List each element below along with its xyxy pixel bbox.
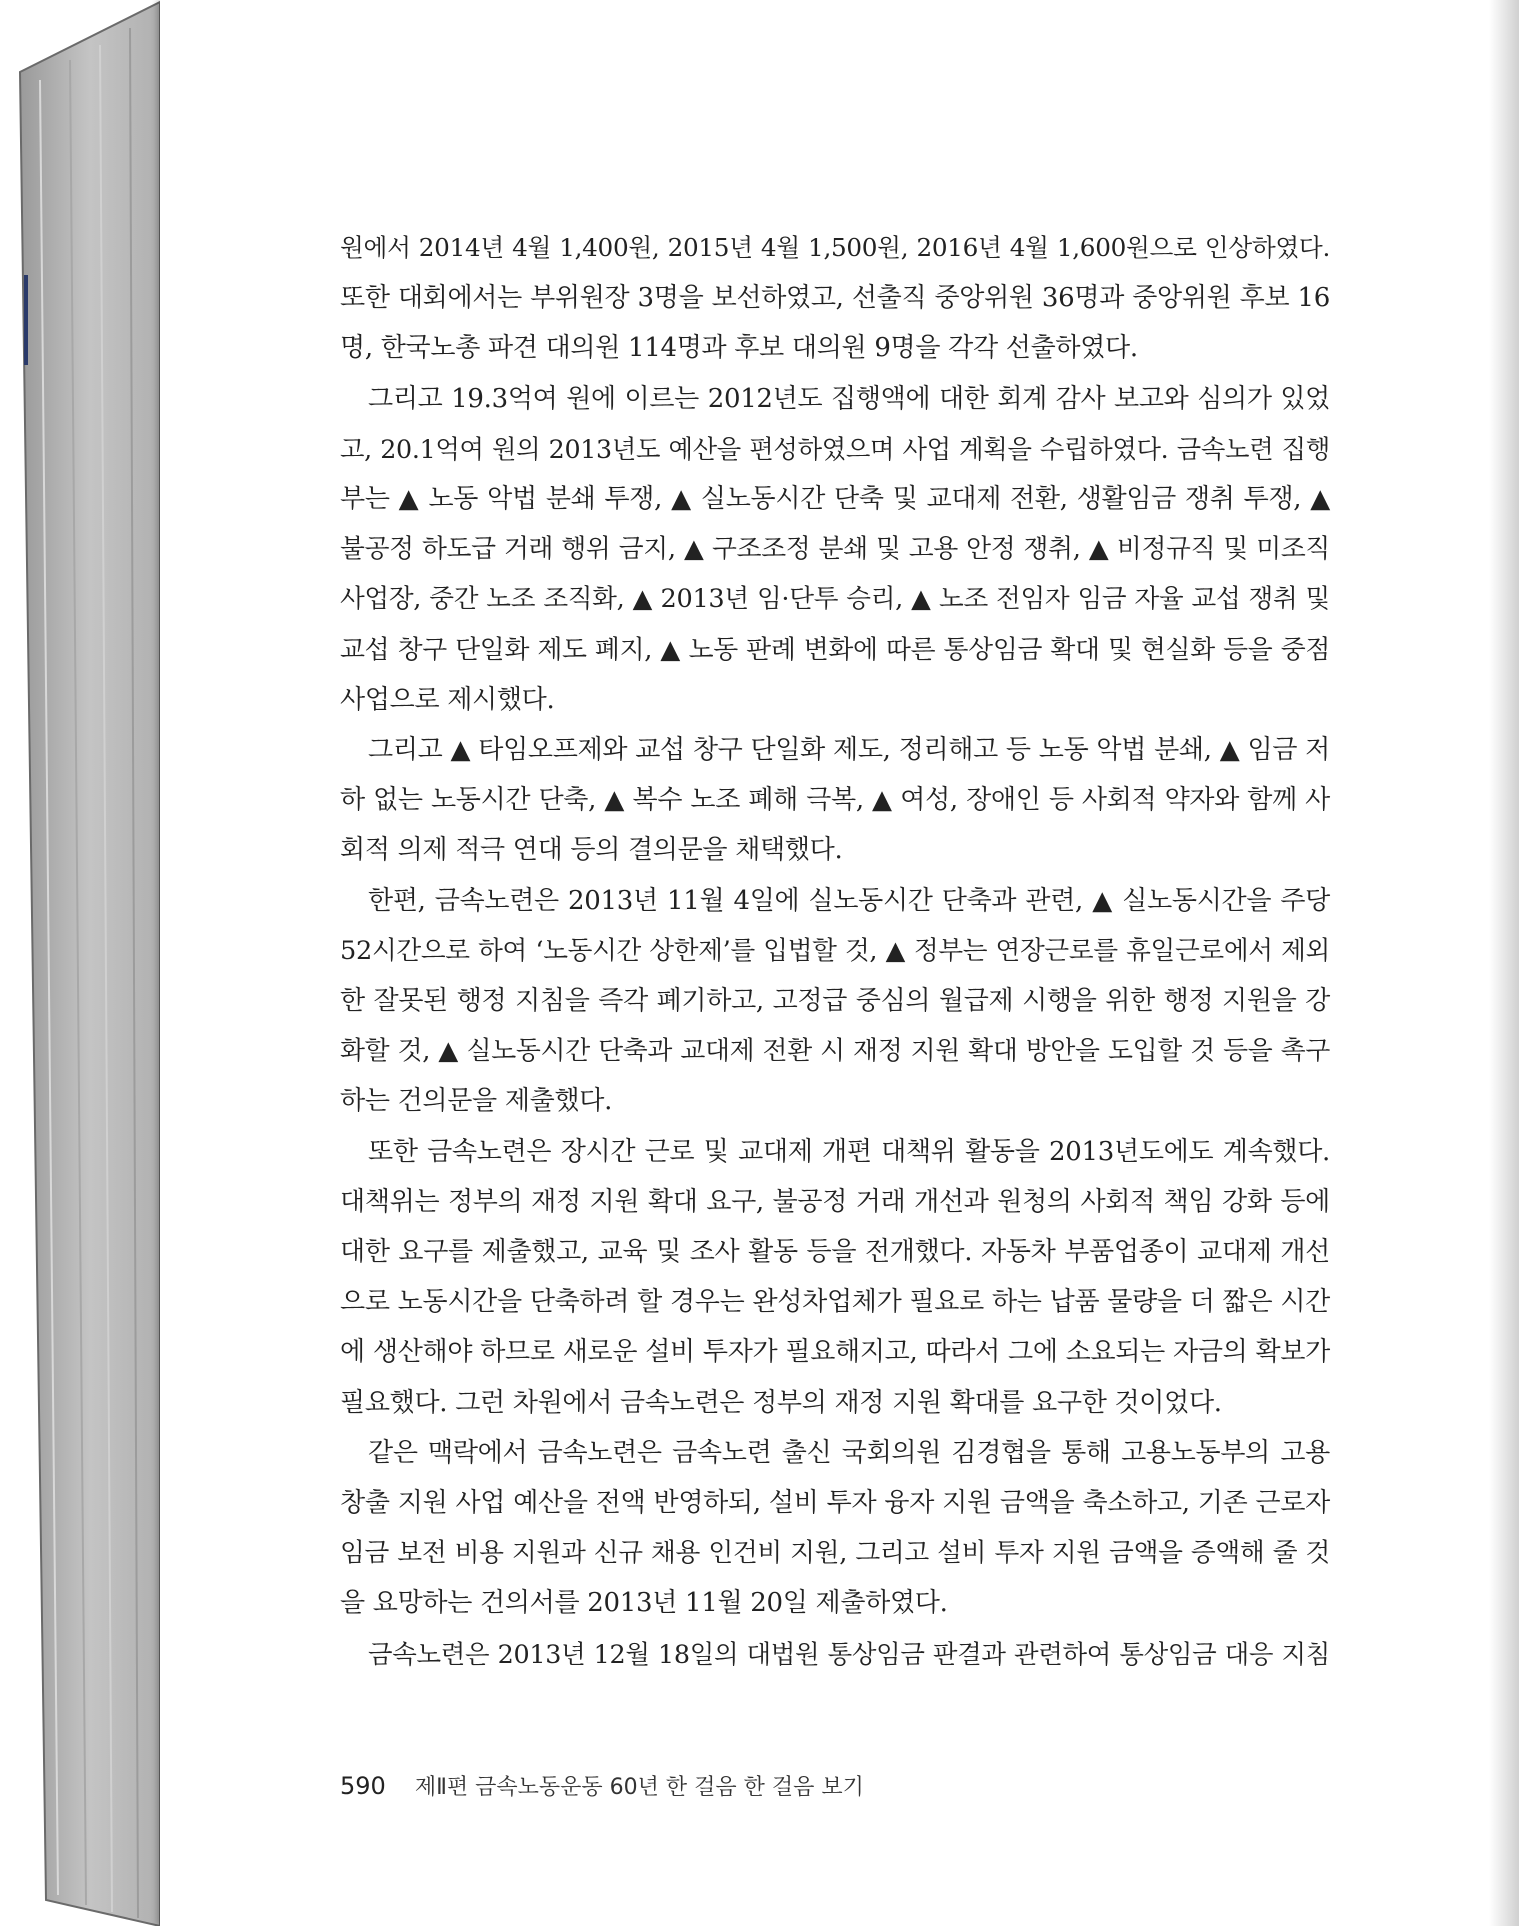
text-line: 52시간으로 하여 ‘노동시간 상한제’를 입법할 것, ▲ 정부는 연장근로를 휴일근로에서 제외 <box>340 935 1330 966</box>
page-footer <box>340 1770 864 1801</box>
text-line: 그리고 19.3억여 원에 이르는 2012년도 집행액에 대한 회계 감사 보고와 심의가 있었 <box>368 383 1330 414</box>
text-line: 한편, 금속노련은 2013년 11월 4일에 실노동시간 단축과 관련, ▲ 실노동시간을 주당 <box>368 885 1330 916</box>
paragraph-2 <box>340 374 1330 725</box>
text-line: 원에서 2014년 4월 1,400원, 2015년 4월 1,500원, 2016년 4월 1,600원으로 인상하였다. <box>340 233 1330 262</box>
text-line: 창출 지원 사업 예산을 전액 반영하되, 설비 투자 융자 지원 금액을 축소하고, 기존 근로자 <box>340 1488 1330 1519</box>
paragraph-5 <box>340 1127 1330 1428</box>
text-line: 으로 노동시간을 단축하려 할 경우는 완성차업체가 필요로 하는 납품 물량을 더 짧은 시간 <box>340 1287 1330 1318</box>
text-line: 화할 것, ▲ 실노동시간 단축과 교대제 전환 시 재정 지원 확대 방안을 도입할 것 등을 촉구 <box>340 1036 1330 1067</box>
text-line: 임금 보전 비용 지원과 신규 채용 인건비 지원, 그리고 설비 투자 지원 금액을 증액해 줄 것 <box>340 1538 1330 1569</box>
bookmark-ribbon <box>24 275 28 365</box>
text-line: 회적 의제 적극 연대 등의 결의문을 채택했다. <box>340 835 843 866</box>
text-line: 하는 건의문을 제출했다. <box>340 1086 613 1117</box>
text-line: 또한 대회에서는 부위원장 3명을 보선하였고, 선출직 중앙위원 36명과 중앙위원 후보 16 <box>340 283 1330 314</box>
text-line: 필요했다. 그런 차원에서 금속노련은 정부의 재정 지원 확대를 요구한 것이었다. <box>340 1387 1222 1418</box>
text-line: 교섭 창구 단일화 제도 폐지, ▲ 노동 판례 변화에 따른 통상임금 확대 및 현실화 등을 중점 <box>340 634 1330 665</box>
text-line: 그리고 ▲ 타임오프제와 교섭 창구 단일화 제도, 정리해고 등 노동 악법 분쇄, ▲ 임금 저 <box>368 735 1330 766</box>
text-line: 또한 금속노련은 장시간 근로 및 교대제 개편 대책위 활동을 2013년도에도 계속했다. <box>368 1136 1330 1167</box>
paragraph-6 <box>340 1428 1330 1629</box>
paragraph-3 <box>340 725 1330 876</box>
text-line: 대한 요구를 제출했고, 교육 및 조사 활동 등을 전개했다. 자동차 부품업종이 교대제 개선 <box>340 1237 1330 1268</box>
body-text <box>340 223 1330 1679</box>
paragraph-7 <box>340 1629 1330 1679</box>
text-line: 고, 20.1억여 원의 2013년도 예산을 편성하였으며 사업 계획을 수립하였다. 금속노련 집행 <box>340 433 1330 464</box>
text-line: 을 요망하는 건의서를 2013년 11월 20일 제출하였다. <box>340 1588 948 1619</box>
page-number: 590 <box>340 1772 386 1800</box>
text-line: 대책위는 정부의 재정 지원 확대 요구, 불공정 거래 개선과 원청의 사회적 책임 강화 등에 <box>340 1186 1330 1217</box>
running-title: 제Ⅱ편 금속노동운동 60년 한 걸음 한 걸음 보기 <box>414 1775 864 1800</box>
text-line: 에 생산해야 하므로 새로운 설비 투자가 필요해지고, 따라서 그에 소요되는 자금의 확보가 <box>340 1337 1330 1368</box>
text-line: 금속노련은 2013년 12월 18일의 대법원 통상임금 판결과 관련하여 통상임금 대응 지침 <box>368 1638 1330 1669</box>
paragraph-4 <box>340 876 1330 1127</box>
text-line: 사업으로 제시했다. <box>340 684 555 715</box>
text-line: 부는 ▲ 노동 악법 분쇄 투쟁, ▲ 실노동시간 단축 및 교대제 전환, 생활임금 쟁취 투쟁, ▲ <box>340 484 1330 515</box>
text-line: 한 잘못된 행정 지침을 즉각 폐기하고, 고정급 중심의 월급제 시행을 위한 행정 지원을 강 <box>340 986 1330 1017</box>
text-line: 같은 맥락에서 금속노련은 금속노련 출신 국회의원 김경협을 통해 고용노동부의 고용 <box>368 1437 1330 1468</box>
text-line: 명, 한국노총 파견 대의원 114명과 후보 대의원 9명을 각각 선출하였다. <box>340 333 1138 364</box>
text-line: 사업장, 중간 노조 조직화, ▲ 2013년 임·단투 승리, ▲ 노조 전임자 임금 자율 교섭 쟁취 및 <box>340 584 1330 615</box>
text-line: 불공정 하도급 거래 행위 금지, ▲ 구조조정 분쇄 및 고용 안정 쟁취, ▲ 비정규직 및 미조직 <box>340 534 1330 565</box>
page-gutter-shadow <box>1489 0 1519 1926</box>
paragraph-1 <box>340 223 1330 374</box>
text-line: 하 없는 노동시간 단축, ▲ 복수 노조 폐해 극복, ▲ 여성, 장애인 등 사회적 약자와 함께 사 <box>340 785 1330 816</box>
